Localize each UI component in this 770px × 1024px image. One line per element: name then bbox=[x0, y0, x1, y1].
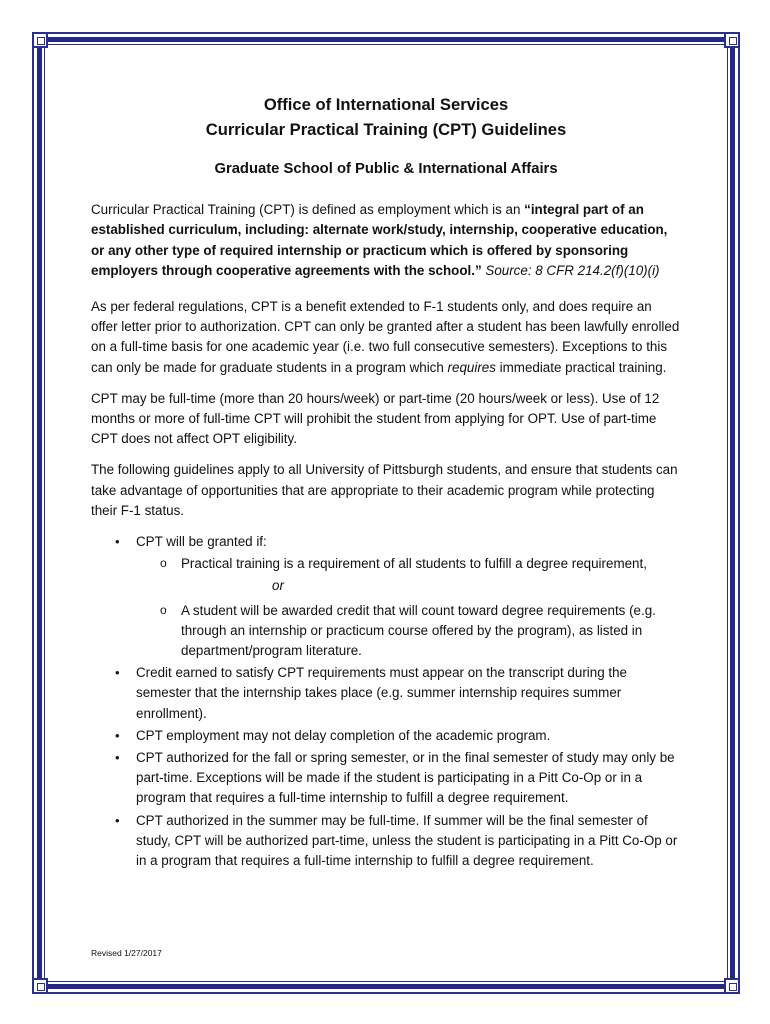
corner-ornament-top-right bbox=[724, 32, 740, 48]
list-item: • CPT authorized in the summer may be full-time. If summer will be the final semester of study, CPT will be authorized part-time, unless the student is participating in a Pitt Co-Op or in a program that requires a full-time internship to fulfill a degree requirement. bbox=[91, 811, 681, 872]
definition-source: Source: 8 CFR 214.2(f)(10)(i) bbox=[485, 262, 660, 278]
page-subtitle: Graduate School of Public & International Affairs bbox=[214, 161, 558, 177]
list-item: • Credit earned to satisfy CPT requirements must appear on the transcript during the semester that the internship takes place (e.g. summer internship requires summer enrollment). bbox=[91, 663, 681, 724]
regulations-text: As per federal regulations, CPT is a benefit extended to F-1 students only, and does require an offer letter prior to authorization. CPT can only be granted after a student has been lawfully enrolled on a full-time basis for one academic year (i.e. two full consecutive semesters). Exceptions to this can only be made for graduate students in a program which bbox=[91, 299, 680, 375]
regulations-paragraph bbox=[91, 297, 681, 378]
title-line-2: Curricular Practical Training (CPT) Guidelines bbox=[205, 120, 567, 139]
list-item bbox=[91, 532, 681, 661]
regulations-text-end: immediate practical training. bbox=[495, 359, 667, 375]
regulations-emphasis: requires bbox=[447, 359, 496, 375]
definition-intro: Curricular Practical Training (CPT) is defined as employment which is an bbox=[91, 202, 525, 218]
or-separator: or bbox=[272, 578, 284, 594]
corner-ornament-bottom-left bbox=[32, 978, 48, 994]
list-item: • CPT employment may not delay completion of the academic program. bbox=[91, 726, 681, 746]
guidelines-list bbox=[91, 532, 681, 871]
revised-date: Revised 1/27/2017 bbox=[91, 948, 162, 958]
condition-item: o Practical training is a requirement of all students to fulfill a degree requirement, bbox=[136, 554, 681, 574]
corner-ornament-bottom-right bbox=[724, 978, 740, 994]
list-item: • CPT authorized for the fall or spring semester, or in the final semester of study may only be part-time. Exceptions will be made if the student is participating in a Pitt Co-Op or in a program that requires a full-time internship to fulfill a degree requirement. bbox=[91, 748, 681, 809]
granted-if: CPT will be granted if: bbox=[136, 534, 267, 550]
condition-item: o A student will be awarded credit that will count toward degree requirements (e.g. through an internship or practicum course offered by the program), as listed in department/program literature. bbox=[136, 601, 681, 662]
definition-quote: “integral part of an established curriculum, including: alternate work/study, internship, cooperative education, or any other type of required internship or practicum which is offered by sponsoring employers through cooperative agreements with the school.” bbox=[91, 202, 668, 278]
conditions-list-2 bbox=[136, 601, 681, 662]
page-title bbox=[91, 92, 681, 142]
definition-paragraph bbox=[91, 200, 681, 281]
corner-ornament-top-left bbox=[32, 32, 48, 48]
conditions-list bbox=[136, 554, 681, 574]
fulltime-paragraph: CPT may be full-time (more than 20 hours/week) or part-time (20 hours/week or less). Use of 12 months or more of full-time CPT will prohibit the student from applying for OPT. Use of part-time CPT does not affect OPT eligibility. bbox=[91, 390, 660, 447]
document-body bbox=[91, 92, 681, 873]
guidelines-intro: The following guidelines apply to all University of Pittsburgh students, and ensure that students can take advantage of opportunities that are appropriate to their academic program while protecting their F-1 status. bbox=[91, 462, 678, 518]
title-line-1: Office of International Services bbox=[263, 95, 509, 114]
